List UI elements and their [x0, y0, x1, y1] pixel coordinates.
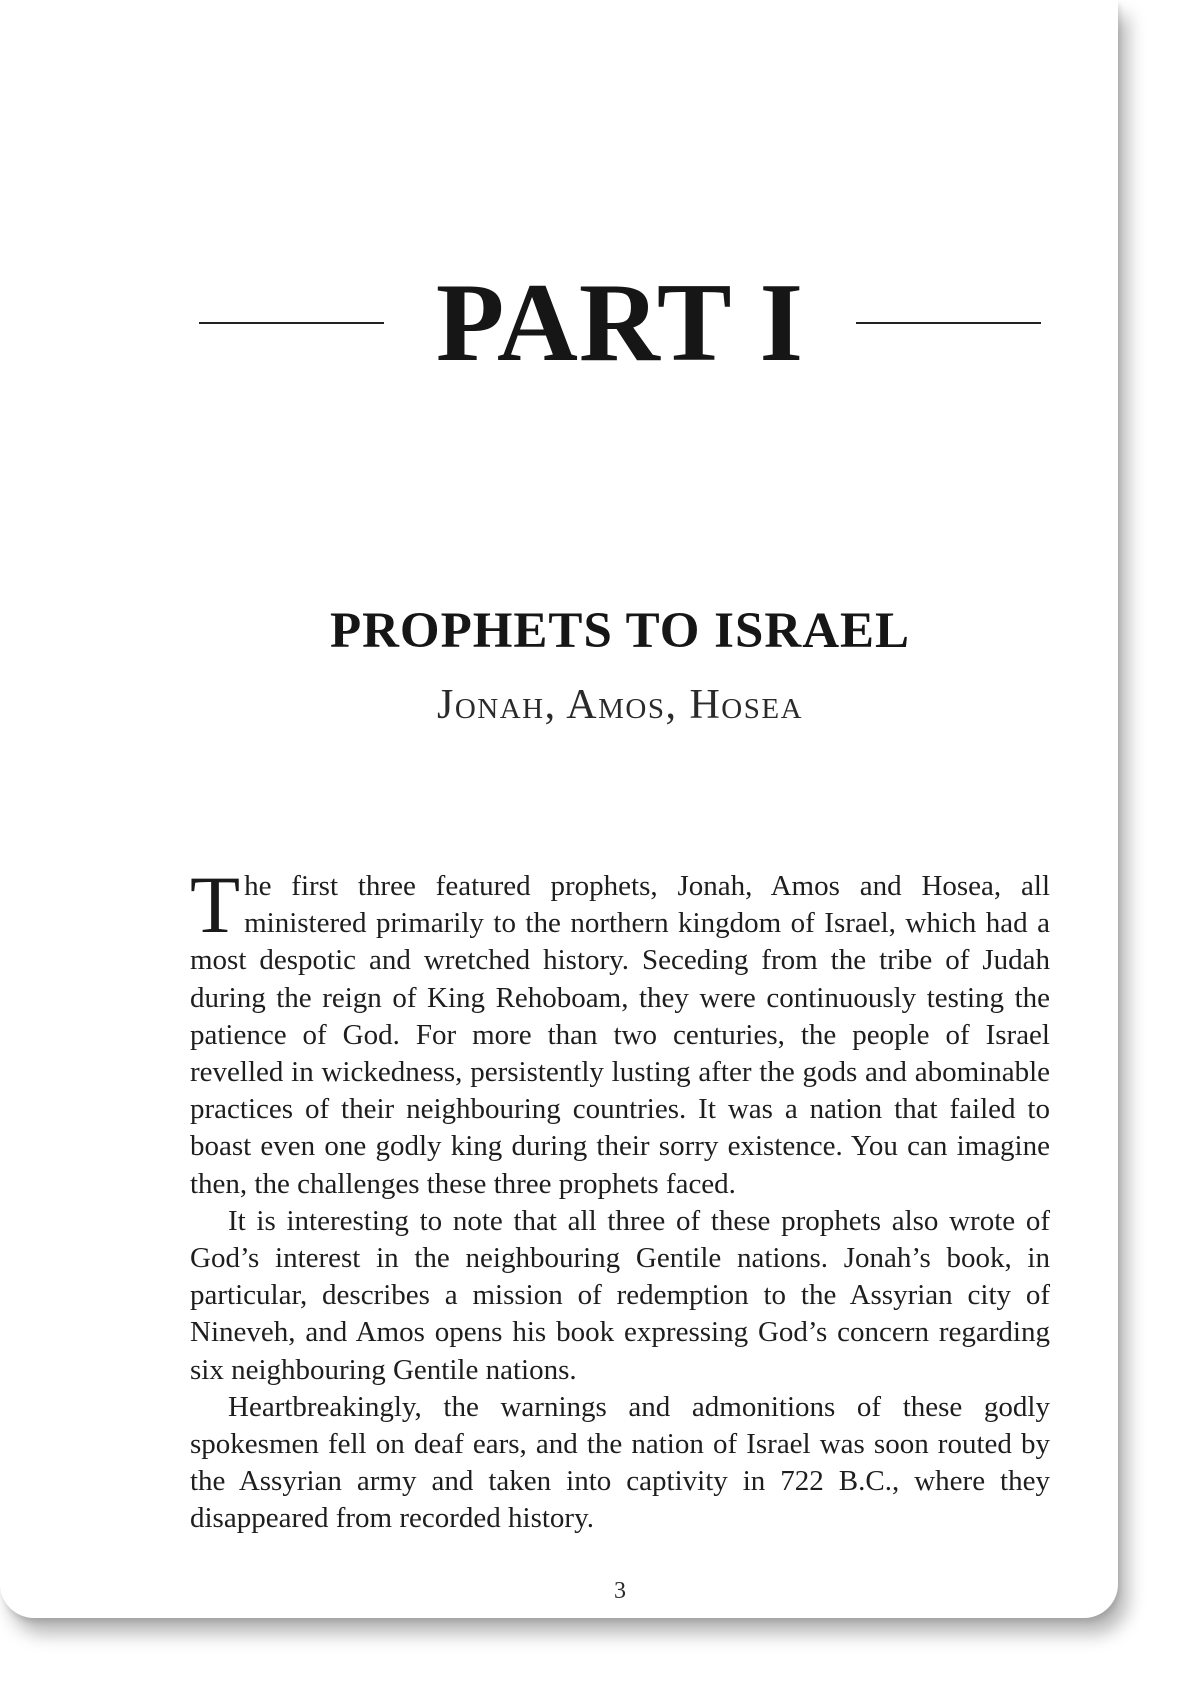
- right-decorative-rule: [856, 322, 1041, 324]
- part-heading: [190, 261, 1050, 385]
- body-text: [190, 859, 1050, 1538]
- paragraph-1: [190, 859, 1050, 1203]
- page-number: 3: [614, 1578, 626, 1604]
- paragraph-1-text: he first three featured prophets, Jonah, Amos and Hosea, all ministered primarily to the northern kingdom of Israel, which had a most despotic and wretched history. Seceding from the tribe of Judah during the reign of King Rehoboam, they were continuously testing the patience of God. For more than two centuries, the people of Israel revelled in wickedness, persistently lusting after the gods and abominable practices of their neighbouring countries. It was a nation that failed to boast even one godly king during their sorry existence. You can imagine then, the challenges these three prophets faced.: [190, 870, 1050, 1200]
- drop-cap: T: [190, 859, 241, 950]
- section-subtitle: Jonah, Amos, Hosea: [436, 682, 804, 728]
- part-title: PART I: [435, 261, 805, 385]
- left-decorative-rule: [199, 322, 384, 324]
- section-title: PROPHETS TO ISRAEL: [329, 603, 911, 659]
- paragraph-2: It is interesting to note that all three of these prophets also wrote of God’s interest in the neighbouring Gentile nations. Jonah’s book, in particular, describes a mission of redemption to the Assyrian city of Nineveh, and Amos opens his book expressing God’s concern regarding six neighbouring Gentile nations.: [190, 1204, 1050, 1386]
- paragraph-3: Heartbreakingly, the warnings and admonitions of these godly spokesmen fell on deaf ears, and the nation of Israel was soon routed by the Assyrian army and taken into captivity in 722 B.C., where they disappeared from recorded history.: [190, 1390, 1050, 1535]
